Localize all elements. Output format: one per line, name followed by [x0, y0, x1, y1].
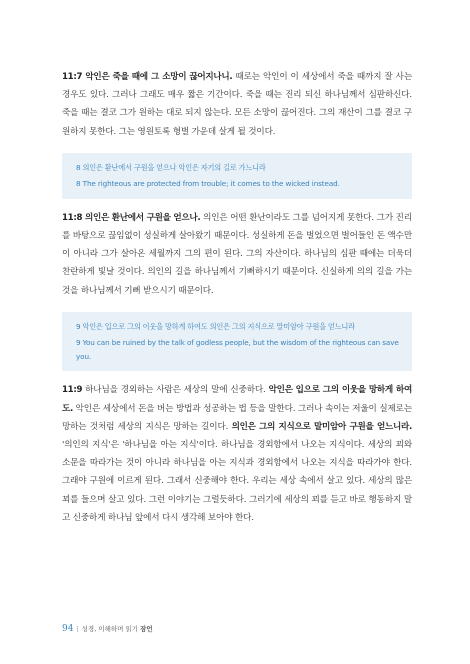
verse-heading: 11:8 의인은 환난에서 구원을 얻으나. [62, 212, 201, 223]
verse-english: 8 The righteous are protected from trouble; it comes to the wicked instead. [76, 179, 340, 189]
book-name: 잠언 [140, 625, 153, 633]
verse-heading: 11:7 악인은 죽을 때에 그 소망이 끊어지나니. [62, 72, 233, 82]
verse-korean: 9 악인은 입으로 그의 이웃을 망하게 하여도 의인은 그의 지식으로 말미암아 구원을 얻느니라 [76, 321, 355, 331]
page-number: 94 [62, 624, 74, 634]
verse-box-8 [62, 153, 412, 199]
commentary-11-7 [62, 68, 412, 141]
book-title: 성경, 이해하며 읽기 [81, 625, 139, 633]
verse-box-9 [62, 312, 412, 372]
verse-heading: 11:9 [62, 385, 83, 396]
commentary-text: '의인의 지식'은 '하나님을 아는 지식'이다. 하나님을 경외함에서 나오는 지식이다. 세상의 꾀와 소문을 따라가는 것이 아니라 하나님을 아는 지식과 경외함에서 나오는 지식을 따라가야 한다. 그래야 구원에 이르게 된다. 그래서 신중해야 한다. 우리는 세상 속에서 살고 있다. 세상의 많은 꾀를 들으며 살고 있다. 그런 이야기는 그럴듯하다. 그러기에 세상의 꾀를 듣고 바로 행동하지 말고 신중하게 하나님 앞에서 다시 생각해 보아야 한다. [62, 439, 412, 523]
page-footer [62, 624, 153, 634]
commentary-text: 하나님을 경외하는 사람은 세상의 말에 신중하다. [82, 385, 269, 396]
commentary-text: 의인은 어떤 환난이라도 그를 넘어지게 못한다. 그가 진리를 바탕으로 끊임없이 성실하게 살아왔기 때문이다. 성실하게 돈을 벌었으면 벌어들인 돈 액수만이 아니라 그가 살아온 세월까지 그의 편이 된다. 그의 자산이다. 하나님의 심판 때에는 더욱더 찬란하게 빛날 것이다. 의인의 길을 하나님께서 기뻐하시기 때문이다. 신실하게 의의 길을 가는 것을 하나님께서 기뻐 받으시기 때문이다. [62, 212, 412, 296]
commentary-text: 악인은 세상에서 돈을 버는 방법과 성공하는 법 등을 말한다. 그러나 속이는 저울이 실제로는 망하는 것처럼 세상의 지식은 망하는 길이다. [62, 403, 412, 432]
page-content [62, 68, 412, 527]
quoted-verse: 의인은 그의 지식으로 말미암아 구원을 얻느니라. [231, 421, 412, 432]
commentary-11-8 [62, 209, 412, 300]
quoted-verse: 악인은 입으로 그의 이웃을 망하게 하여도. [62, 385, 412, 414]
commentary-text: 때로는 악인이 이 세상에서 죽을 때까지 잘 사는 경우도 있다. 그러나 그래도 매우 짧은 기간이다. 죽을 때는 진리 되신 하나님께서 심판하신다. 죽을 때는 결코 그가 원하는 대로 되지 않는다. 모든 소망이 끊어진다. 그의 재산이 그를 결코 구원하지 못한다. 그는 영원토록 형벌 가운데 살게 될 것이다. [62, 72, 412, 137]
commentary-11-9 [62, 381, 412, 527]
footer-separator: | [76, 625, 79, 633]
verse-korean: 8 의인은 환난에서 구원을 얻으나 악인은 자기의 길로 가느니라 [76, 162, 266, 172]
verse-english: 9 You can be ruined by the talk of godless people, but the wisdom of the righteous can save you. [76, 338, 399, 361]
